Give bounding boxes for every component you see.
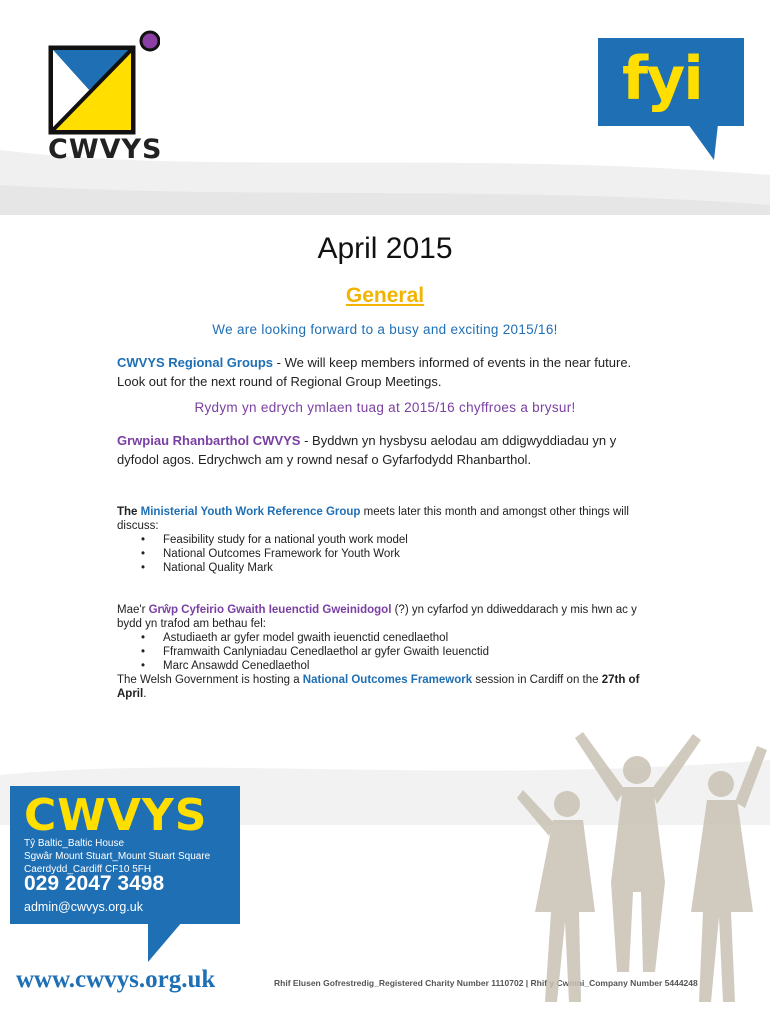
- s2-prefix: Mae'r: [117, 604, 149, 616]
- contact-org-name: CWVYS: [24, 790, 208, 841]
- session-date: 27th of April: [117, 674, 640, 700]
- list-item: • Astudiaeth ar gyfer model gwaith ieuenctid cenedlaethol: [163, 631, 657, 645]
- contact-email[interactable]: admin@cwvys.org.uk: [24, 900, 143, 914]
- list-item: • Fframwaith Canlyniadau Cenedlaethol ar gyfer Gwaith Ieuenctid: [163, 645, 657, 659]
- s2-text: (?) yn cyfarfod yn ddiweddarach y mis hwn ac y bydd yn trafod am bethau fel:: [117, 604, 637, 630]
- website-link[interactable]: www.cwvys.org.uk: [16, 966, 216, 993]
- list-item: • National Quality Mark: [163, 561, 657, 575]
- outcomes-framework-label: National Outcomes Framework: [302, 674, 473, 686]
- welsh-reference-group-list: [117, 631, 657, 673]
- regional-groups-text: - We will keep members informed of events in the near future. Look out for the next round of Regional Group Meetings.: [117, 355, 632, 389]
- address-line-3: Caerdydd_Cardiff CF10 5FH: [24, 864, 152, 875]
- s3-end: .: [143, 688, 147, 700]
- reference-group-label: Ministerial Youth Work Reference Group: [140, 506, 361, 518]
- reference-group-list: [117, 533, 657, 575]
- s1-text: meets later this month and amongst other things will discuss:: [117, 506, 629, 532]
- contact-phone: 029 2047 3498: [24, 872, 165, 895]
- welsh-reference-group-label: Grŵp Cyfeirio Gwaith Ieuenctid Gweinidogol: [148, 604, 392, 616]
- address-line-2: Sgwâr Mount Stuart_Mount Stuart Square: [24, 851, 211, 862]
- list-item: • National Outcomes Framework for Youth Work: [163, 547, 657, 561]
- regional-groups-paragraph: [117, 353, 647, 391]
- charity-number: Rhif Elusen Gofrestredig_Registered Charity Number 1110702 | Rhif y Cwmni_Company Number 5444248: [274, 978, 698, 988]
- fyi-text: fyi: [622, 44, 702, 114]
- page-title: April 2015: [317, 232, 453, 265]
- welsh-regional-groups-label: Grwpiau Rhanbarthol CWVYS: [117, 433, 301, 448]
- address-line-1: Tŷ Baltic_Baltic House: [24, 838, 125, 849]
- celebrating-people-icon: [505, 712, 770, 1012]
- list-item: • Feasibility study for a national youth work model: [163, 533, 657, 547]
- reference-group-section: [117, 505, 657, 575]
- s3-text: session in Cardiff on the: [472, 674, 602, 686]
- section-heading: General: [345, 284, 425, 307]
- s3-prefix: The Welsh Government is hosting a: [117, 674, 303, 686]
- s1-prefix: The: [117, 506, 141, 518]
- logo-text: CWVYS: [48, 134, 163, 165]
- outcomes-session-paragraph: [117, 673, 657, 701]
- welsh-regional-groups-paragraph: [117, 431, 647, 469]
- list-item: • Marc Ansawdd Cenedlaethol: [163, 659, 657, 673]
- lead-english: We are looking forward to a busy and exciting 2015/16!: [212, 322, 558, 337]
- contact-card-tail: [148, 922, 182, 962]
- welsh-regional-groups-text: - Byddwn yn hysbysu aelodau am ddigwyddiadau yn y dyfodol agos. Edrychwch am y rownd nesaf o Gyfarfodydd Rhanbarthol.: [117, 433, 617, 467]
- lead-welsh: Rydym yn edrych ymlaen tuag at 2015/16 chyffroes a brysur!: [194, 400, 576, 415]
- welsh-reference-group-section: [117, 603, 657, 701]
- regional-groups-label: CWVYS Regional Groups: [117, 355, 274, 370]
